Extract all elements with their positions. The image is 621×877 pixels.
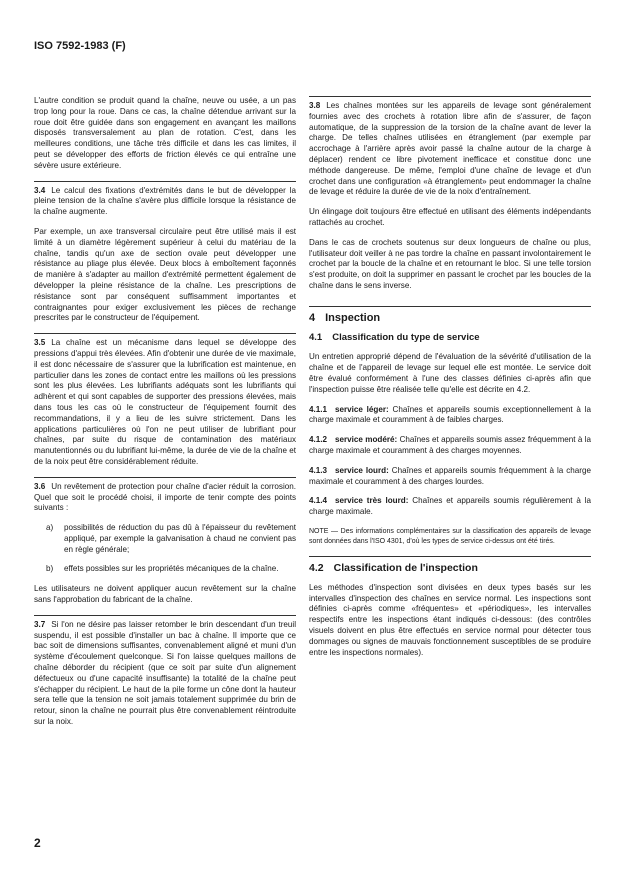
section-divider	[309, 306, 591, 307]
section-divider	[309, 96, 591, 97]
document-header: ISO 7592-1983 (F)	[34, 40, 126, 52]
section-divider	[34, 333, 296, 334]
section-4-2-text: Les méthodes d'inspection sont divisées en deux types basés sur les intervalles d'inspection des chaînes en service normal. Les inspections sont définies ci-après comme «fréquentes» et «périodiques», les intervalles respectifs entre les inspections étant indiqués ci-dessous: (des contrôles visuels doivent en plus être effectués en service normal pour détecter tous dommages ou signes de mauvais fonctionnement susceptibles de se produire entre les inspections normales).	[309, 582, 591, 657]
section-3-6-paragraph-2: Les utilisateurs ne doivent appliquer aucun revêtement sur la chaîne sans l'approbation du fabricant de la chaîne.	[34, 584, 296, 605]
page-number: 2	[34, 836, 41, 850]
section-number: 3.7	[34, 619, 46, 629]
section-number: 3.8	[309, 101, 321, 110]
heading-4-2: 4.2 Classification de l'inspection	[309, 562, 478, 575]
section-4-1-1: 4.1.1 service léger: Chaînes et appareils soumis exceptionnellement à la charge maximale et couramment à de faibles charges.	[309, 404, 591, 425]
section-divider	[34, 615, 296, 616]
section-number: 3.5	[34, 338, 46, 348]
section-divider	[34, 181, 296, 182]
section-4-1-text: Un entretien approprié dépend de l'évaluation de la sévérité d'utilisation de la chaîne et de l'appareil de levage sur lequel elle est montée. Le service doit être évalué conformément à l'une des classes définies ci-après afin que l'inspection puisse être réalisée telle qu'elle est décrite en 4.2.	[309, 352, 591, 394]
section-3-6: 3.6 Un revêtement de protection pour chaîne d'acier réduit la corrosion. Quel que soit le procédé choisi, il importe de tenir compte des points suivants :	[34, 481, 296, 513]
section-4-1-3: 4.1.3 service lourd: Chaînes et appareils soumis fréquemment à la charge maximale et couramment à des charges lourdes.	[309, 465, 591, 486]
section-divider	[34, 477, 296, 478]
section-3-7: 3.7 Si l'on ne désire pas laisser retomber le brin descendant d'un treuil suspendu, il est possible d'installer un bac à chaîne. Il importe que ce bac soit de dimensions suffisantes, convenablement aligné et muni d'un système d'écoulement quelconque. Si l'on laisse quelques maillons de chaîne déborder du récipient (que ce soit par suite d'un alignement défectueux ou d'une capacité insuffisante) la totalité de la chaîne peut s'échapper du récipient. Le haut de la pile forme un cône dont la hauteur sera telle que la tension ne soit jamais totalement supprimée du brin de retour, sinon la chaîne ne pourrait plus être convenablement réintroduite sur la noix.	[34, 619, 296, 727]
note: NOTE — Des informations complémentaires sur la classification des appareils de levage sont données dans l'ISO 4301, d'où les types de service ci-dessus ont été tirés.	[309, 527, 591, 545]
right-column	[309, 96, 591, 667]
section-4-1-2: 4.1.2 service modéré: Chaînes et appareils soumis assez fréquemment à la charge maximale et couramment à des charges moyennes.	[309, 435, 592, 455]
heading-4-1: 4.1 Classification du type de service	[309, 331, 480, 343]
section-number: 3.4	[34, 185, 46, 195]
section-3-8-paragraph-3: Dans le cas de crochets soutenus sur deux longueurs de chaîne ou plus, l'utilisateur doit veiller à ne pas tordre la chaîne en passant involontairement le crochet par la boucle de la chaîne et en retournant le bloc. Si une telle torsion s'est produite, on doit la supprimer en passant le crochet par les boucles de la chaîne dans le sens inverse.	[309, 237, 591, 290]
section-3-8: 3.8 Les chaînes montées sur les appareils de levage sont généralement fournies avec des crochets à rotation libre afin de s'assurer, de façon automatique, de la suppression de la torsion de la chaîne avant de lever la charge. De telles chaînes utilisées en étranglement (par exemple par accrochage à l'arrière après avoir passé la chaîne autour de la charge à déplacer) rendent ce libre pivotement inefficace et constitue donc une méthode dangereuse. De même, l'emploi d'une chaîne de levage et d'un crochet dans une configuration «à étranglement» peut endommager la chaîne de levage et réduire la durée de vie de la noix d'entraînement.	[309, 101, 591, 197]
list-item: a) possibilités de réduction du pas dû à l'épaisseur du revêtement appliqué, par exemple la galvanisation à chaud ne convient pas en règle générale;	[46, 523, 296, 554]
paragraph-intro: L'autre condition se produit quand la chaîne, neuve ou usée, a un pas trop long pour la roue. Dans ce cas, la chaîne détendue arrivant sur la roue doit être guidée dans son engagement en avançant les maillons disposés transversalement au plan de rotation. C'est, dans les meilleures conditions, une tâche très difficile et dans les cas limites, il peut se développer des efforts de friction élevés ce qui entraîne une sévère usure extérieure.	[34, 96, 296, 170]
heading-inspection: 4 Inspection	[309, 311, 381, 324]
section-number: 3.6	[34, 481, 46, 491]
section-3-5: 3.5 La chaîne est un mécanisme dans lequel se développe des pressions d'appui très élevées. Afin d'obtenir une durée de vie maximale, il est donc nécessaire de s'assurer que la lubrification est maintenue, en particulier dans les zones de contact entre les maillons où les pressions sont les plus élevées. Les lubrifiants adéquats sont les lubrifiants qui adhèrent et qui sont capables de supporter des pressions élevées, mais dans tous les cas où le constructeur de l'équipement fournit des recommandations, il y a lieu de les suivre strictement. Dans les applications particulières où l'on ne peut utiliser de lubrifiant pour chaînes, par suite du risque de contamination des matériaux manutentionnés ou du lubrifiant lui-même, la durée de vie de la chaîne et de la noix peut être considérablement réduite.	[34, 338, 296, 466]
section-3-4: 3.4 Le calcul des fixations d'extrémités dans le but de développer la pleine tension de la chaîne s'avère plus difficile lorsque la résistance de la chaîne augmente.	[34, 185, 296, 217]
section-4-1-4: 4.1.4 service très lourd: Chaînes et appareils soumis régulièrement à la charge maximale.	[309, 496, 591, 517]
section-divider	[309, 556, 591, 557]
list-item: b) effets possibles sur les propriétés mécaniques de la chaîne.	[46, 564, 279, 574]
section-3-8-paragraph-2: Un élingage doit toujours être effectué en utilisant des éléments indépendants rattachés au crochet.	[309, 207, 591, 227]
left-column	[34, 96, 296, 737]
section-3-4-paragraph-2: Par exemple, un axe transversal circulaire peut être utilisé mais il est limité à un diamètre légèrement supérieur à celui du matériau de la chaîne, tandis qu'un axe de section ovale peut développer une résistance au pliage plus élevée. Deux blocs à emboîtement façonnés de manière à s'adapter au maillon d'extrémité permettent également de développer la pleine résistance de la chaîne. Les prescriptions de résistance sont par conséquent suffisamment importantes et contraignantes pour exiger exclusivement les pièces de rechange prescrites par le constructeur de l'équipement.	[34, 226, 296, 323]
